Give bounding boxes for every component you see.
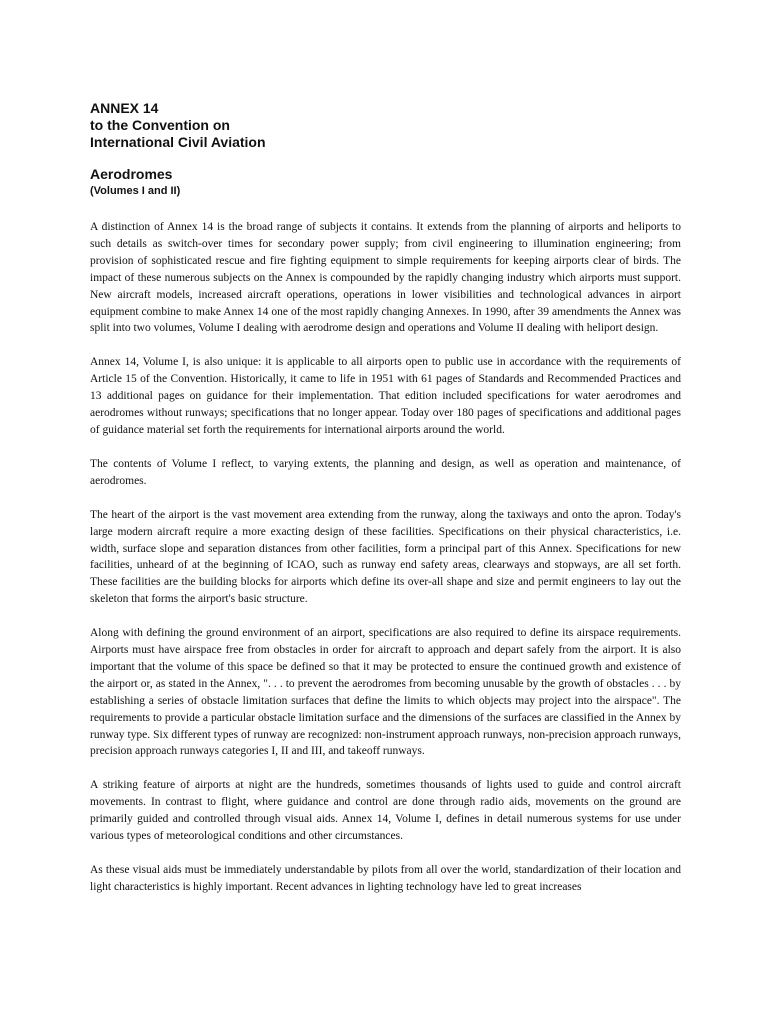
paragraph: A striking feature of airports at night are the hundreds, sometimes thousands of lights used to guide and control aircraft movements. In contrast to flight, where guidance and control are done through radio aids, movements on the ground are primarily guided and controlled through visual aids. Annex 14, Volume I, defines in detail numerous systems for use under various types of meteorological conditions and other circumstances. xyxy=(90,779,681,843)
subtitle-volumes: (Volumes I and II) xyxy=(90,185,181,197)
subtitle-title: Aerodromes xyxy=(90,166,173,182)
heading-line-2: to the Convention on xyxy=(90,117,230,133)
annex-number: ANNEX 14 xyxy=(90,100,159,116)
paragraph: A distinction of Annex 14 is the broad range of subjects it contains. It extends from the planning of airports and heliports to such details as switch-over times for secondary power supply; from civil engineering to illumination engineering; from provision of sophisticated rescue and fire fighting equipment to simple requirements for keeping airports clear of birds. The impact of these numerous subjects on the Annex is compounded by the rapidly changing industry which airports must support. New aircraft models, increased aircraft operations, operations in lower visibilities and technological advances in airport equipment combine to make Annex 14 one of the most rapidly changing Annexes. In 1990, after 39 amendments the Annex was split into two volumes, Volume I dealing with aerodrome design and operations and Volume II dealing with heliport design. xyxy=(90,221,681,335)
body-text xyxy=(90,219,681,913)
heading-line-3: International Civil Aviation xyxy=(90,134,266,150)
paragraph: Annex 14, Volume I, is also unique: it is applicable to all airports open to public use in accordance with the requirements of Article 15 of the Convention. Historically, it came to life in 1951 with 61 pages of Standards and Recommended Practices and 13 additional pages on guidance for their implementation. That edition included specifications for water aerodromes and aerodromes without runways; specifications that no longer appear. Today over 180 pages of specifications and additional pages of guidance material set forth the requirements for international airports around the world. xyxy=(90,356,681,436)
paragraph: The heart of the airport is the vast movement area extending from the runway, along the taxiways and onto the apron. Today's large modern aircraft require a more exacting design of these facilities. Specifications on their physical characteristics, i.e. width, surface slope and separation distances from other facilities, form a principal part of this Annex. Specifications for new facilities, unheard of at the beginning of ICAO, such as runway end safety areas, clearways and stopways, are all set forth. These facilities are the building blocks for airports which define its over-all shape and size and permit engineers to lay out the skeleton that forms the airport's basic structure. xyxy=(90,508,681,606)
paragraph: The contents of Volume I reflect, to varying extents, the planning and design, as well as operation and maintenance, of aerodromes. xyxy=(90,457,681,487)
document-heading xyxy=(90,100,266,151)
paragraph: Along with defining the ground environment of an airport, specifications are also required to define its airspace requirements. Airports must have airspace free from obstacles in order for aircraft to approach and depart safely from the airport. It is also important that the volume of this space be defined so that it may be protected to ensure the continued growth and existence of the airport or, as stated in the Annex, ". . . to prevent the aerodromes from becoming unusable by the growth of obstacles . . . by establishing a series of obstacle limitation surfaces that define the limits to which objects may project into the airspace". The requirements to provide a particular obstacle limitation surface and the dimensions of the surfaces are classified in the Annex by runway type. Six different types of runway are recognized: non-instrument approach runways, non-precision approach runways, precision approach runways categories I, II and III, and takeoff runways. xyxy=(90,627,681,758)
paragraph: As these visual aids must be immediately understandable by pilots from all over the world, standardization of their location and light characteristics is highly important. Recent advances in lighting technology have led to great increases xyxy=(90,864,681,893)
document-subtitle xyxy=(90,166,180,200)
